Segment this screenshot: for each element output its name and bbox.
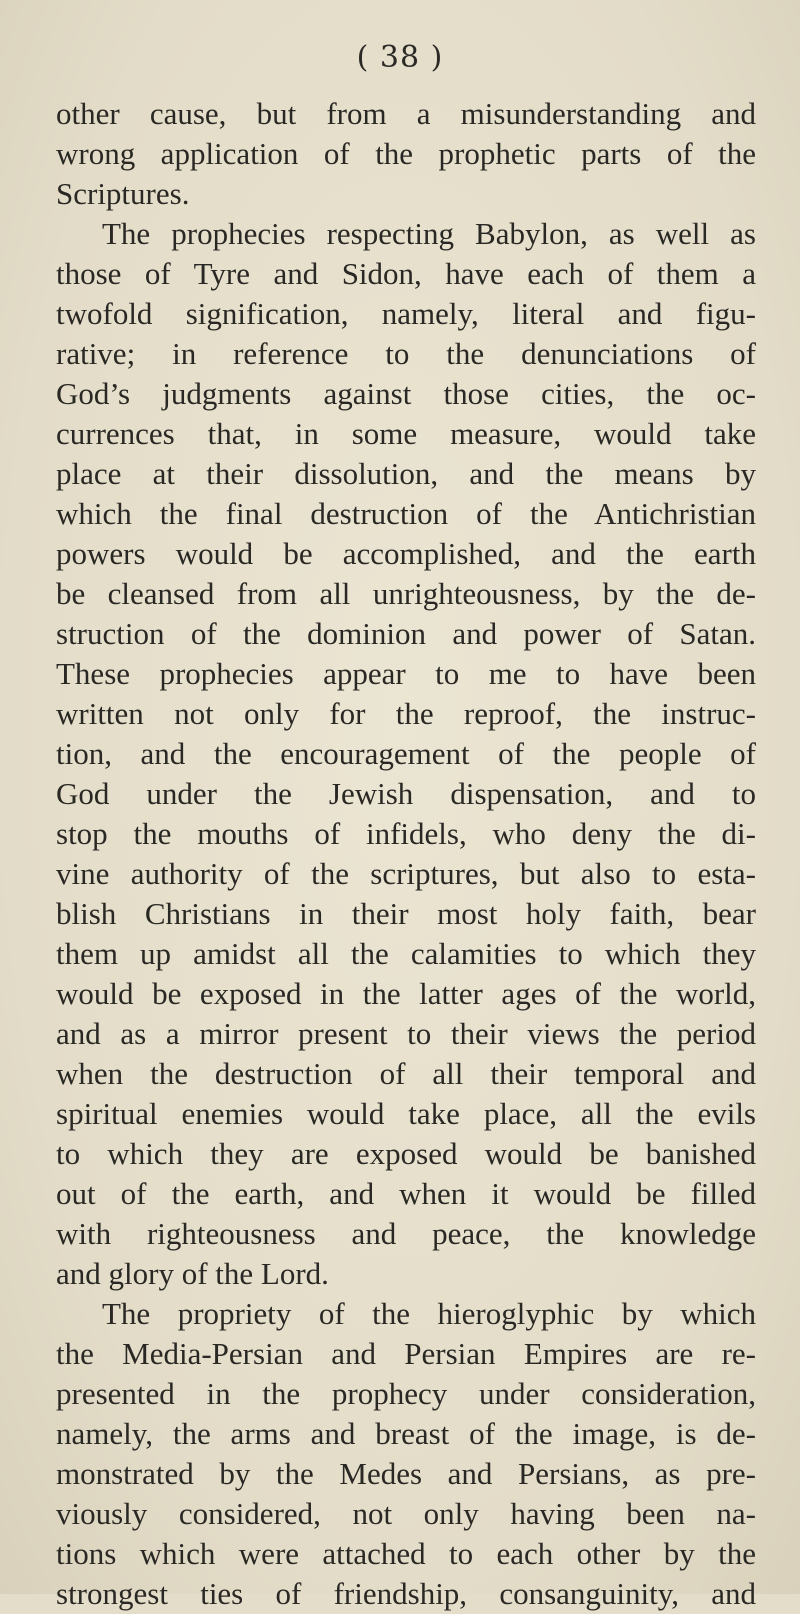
text-line: when the destruction of all their temporal and xyxy=(56,1056,756,1091)
text-line: God’s judgments against those cities, the oc- xyxy=(56,376,756,411)
text-line: which the final destruction of the Antichristian xyxy=(56,496,756,531)
page-number: ( 38 ) xyxy=(356,40,444,75)
text-line: written not only for the reproof, the instruc- xyxy=(56,696,756,731)
text-line: other cause, but from a misunderstanding and xyxy=(56,96,756,131)
text-line: currences that, in some measure, would take xyxy=(56,416,756,451)
text-line: blish Christians in their most holy faith, bear xyxy=(56,896,756,931)
text-line: Scriptures. xyxy=(56,176,190,211)
text-line: wrong application of the prophetic parts of the xyxy=(56,136,756,171)
text-line: tion, and the encouragement of the people of xyxy=(56,736,756,771)
text-line: tions which were attached to each other by the xyxy=(56,1536,756,1571)
text-line: twofold signification, namely, literal and figu- xyxy=(56,296,756,331)
text-line: God under the Jewish dispensation, and to xyxy=(56,776,756,811)
text-line: would be exposed in the latter ages of the world, xyxy=(56,976,756,1011)
text-line: out of the earth, and when it would be filled xyxy=(56,1176,756,1211)
text-line: the Media-Persian and Persian Empires are re- xyxy=(56,1336,756,1371)
body-text xyxy=(56,94,756,1614)
text-line: The propriety of the hieroglyphic by which xyxy=(102,1296,756,1331)
text-line: vine authority of the scriptures, but also to esta- xyxy=(56,856,756,891)
text-line: presented in the prophecy under consideration, xyxy=(56,1376,756,1411)
text-line: strongest ties of friendship, consanguinity, and xyxy=(56,1576,756,1611)
text-line: powers would be accomplished, and the earth xyxy=(56,536,756,571)
text-line: spiritual enemies would take place, all the evils xyxy=(56,1096,756,1131)
text-line: with righteousness and peace, the knowledge xyxy=(56,1216,756,1251)
text-line: These prophecies appear to me to have been xyxy=(56,656,756,691)
text-line: them up amidst all the calamities to which they xyxy=(56,936,756,971)
text-line: stop the mouths of infidels, who deny the di- xyxy=(56,816,756,851)
text-line: struction of the dominion and power of Satan. xyxy=(56,616,756,651)
text-line: place at their dissolution, and the means by xyxy=(56,456,756,491)
text-line: viously considered, not only having been na- xyxy=(56,1496,756,1531)
text-line: namely, the arms and breast of the image, is de- xyxy=(56,1416,756,1451)
text-line: The prophecies respecting Babylon, as well as xyxy=(102,216,756,251)
text-line: and glory of the Lord. xyxy=(56,1256,329,1291)
text-line: to which they are exposed would be banished xyxy=(56,1136,756,1171)
text-line: be cleansed from all unrighteousness, by the de- xyxy=(56,576,756,611)
text-line: rative; in reference to the denunciations of xyxy=(56,336,756,371)
text-line: monstrated by the Medes and Persians, as pre- xyxy=(56,1456,756,1491)
text-line: those of Tyre and Sidon, have each of them a xyxy=(56,256,756,291)
text-line: and as a mirror present to their views the period xyxy=(56,1016,756,1051)
